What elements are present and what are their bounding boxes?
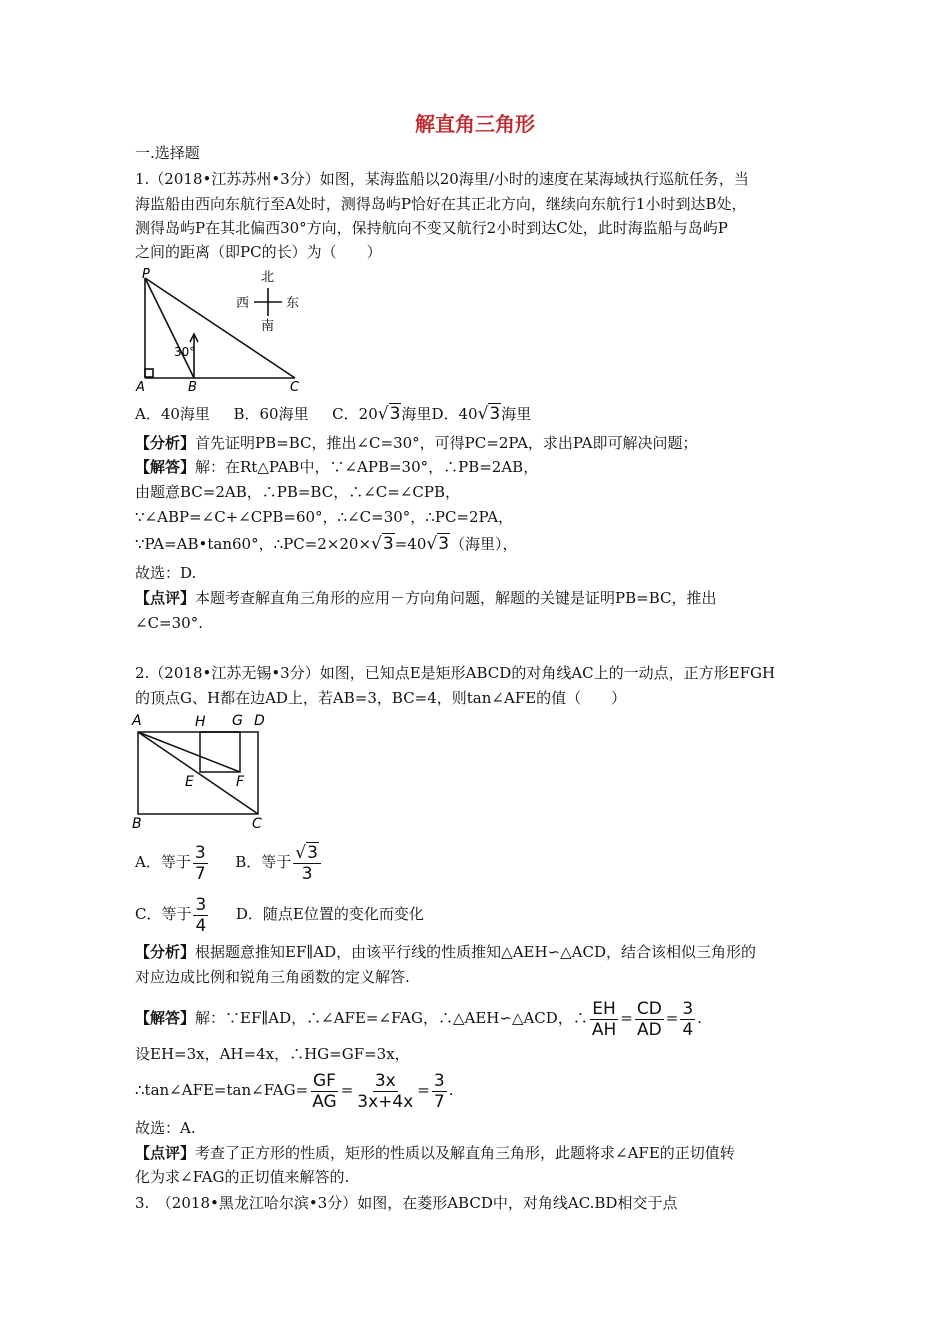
q1-label-p: P bbox=[142, 267, 150, 282]
q1-comment-line-1: 【点评】本题考查解直角三角形的应用－方向角问题，解题的关键是证明PB=BC，推出 bbox=[135, 589, 717, 607]
q2-comment-line-1: 【点评】考查了正方形的性质，矩形的性质以及解直角三角形，此题将求∠AFE的正切值转 bbox=[135, 1144, 735, 1162]
q1-text-line-1: 1.（2018•江苏苏州•3分）如图，某海监船以20海里/小时的速度在某海域执行巡航任务，当 bbox=[135, 170, 749, 188]
q2-label-b: B bbox=[132, 816, 142, 832]
q2-label-a: A bbox=[132, 713, 142, 729]
q1-label-angle: 30° bbox=[174, 345, 196, 359]
q2-figure bbox=[130, 710, 275, 834]
q1-text-line-3: 测得岛屿P在其北偏西30°方向，保持航向不变又航行2小时到达C处，此时海监船与岛屿P bbox=[135, 219, 728, 237]
q2-label-f: F bbox=[236, 774, 245, 790]
q2-text-line-1: 2.（2018•江苏无锡•3分）如图，已知点E是矩形ABCD的对角线AC上的一动点，正方形EFGH bbox=[135, 664, 776, 682]
q1-analysis: 【分析】首先证明PB=BC，推出∠C=30°，可得PC=2PA，求出PA即可解决问题； bbox=[135, 434, 698, 452]
q2-solution-line-1: 【解答】解：∵EF∥AD，∴∠AFE=∠FAG，∴△AEH∽△ACD，∴ $\frac{EH}{AH}$ = $\frac{CD}{AD}$ = $\frac{3}{4}$ . bbox=[135, 998, 702, 1040]
q1-figure bbox=[130, 264, 320, 396]
q1-option-c: C．20√3海里 bbox=[332, 404, 432, 424]
q2-solution-line-2: 设EH=3x，AH=4x，∴HG=GF=3x， bbox=[135, 1045, 410, 1063]
q1-label-c: C bbox=[290, 380, 300, 395]
q2-comment-line-2: 化为求∠FAG的正切值来解答的. bbox=[135, 1168, 350, 1186]
q2-option-b: B．等于 $\frac{√3}{3}$ bbox=[235, 853, 323, 871]
section-heading: 一.选择题 bbox=[135, 144, 200, 162]
q1-text-line-2: 海监船由西向东航行至A处时，测得岛屿P恰好在其正北方向，继续向东航行1小时到达B处， bbox=[135, 195, 747, 213]
q2-option-c: C．等于 $\frac{3}{4}$ bbox=[135, 894, 207, 936]
q1-option-a: A．40海里 bbox=[135, 405, 210, 423]
q2-label-c: C bbox=[252, 816, 262, 832]
q2-square-efgh bbox=[200, 732, 240, 772]
q1-options bbox=[135, 403, 531, 425]
q2-label-g: G bbox=[232, 713, 243, 729]
q3-text-line-1: 3. （2018•黑龙江哈尔滨•3分）如图，在菱形ABCD中，对角线AC.BD相交于点 bbox=[135, 1194, 678, 1212]
q1-right-angle-mark bbox=[145, 369, 153, 377]
q1-option-b: B．60海里 bbox=[233, 405, 309, 423]
q1-solution-line-1: 【解答】解：在Rt△PAB中，∵∠APB=30°，∴PB=2AB， bbox=[135, 458, 539, 476]
q1-compass-west: 西 bbox=[236, 296, 250, 311]
q2-solution-line-3: ∴tan∠AFE=tan∠FAG= $\frac{GF}{AG}$ = $\frac{3x}{3x+4x}$ = $\frac{3}{7}$ . bbox=[135, 1070, 454, 1112]
q2-analysis-line-1: 【分析】根据题意推知EF∥AD，由该平行线的性质推知△AEH∽△ACD，结合该相似三角形的 bbox=[135, 943, 757, 961]
q1-text-line-4: 之间的距离（即PC的长）为（ ） bbox=[135, 243, 382, 261]
q1-solution-line-3: ∵∠ABP=∠C+∠CPB=60°，∴∠C=30°，∴PC=2PA， bbox=[135, 508, 514, 526]
q1-compass-north: 北 bbox=[261, 270, 275, 285]
q1-comment-line-2: ∠C=30°. bbox=[135, 614, 203, 632]
q2-options-cd bbox=[135, 892, 424, 936]
q2-text-line-2: 的顶点G、H都在边AD上，若AB=3，BC=4，则tan∠AFE的值（ ） bbox=[135, 689, 627, 707]
q2-options-ab bbox=[135, 840, 323, 884]
q1-solution-line-2: 由题意BC=2AB，∴PB=BC，∴∠C=∠CPB， bbox=[135, 483, 460, 501]
q2-label-e: E bbox=[185, 774, 194, 790]
q1-solution-line-4: ∵PA=AB•tan60°，∴PC=2×20×√3=40√3（海里）， bbox=[135, 534, 518, 554]
q2-option-d: D．随点E位置的变化而变化 bbox=[235, 905, 424, 923]
q1-choice: 故选：D. bbox=[135, 564, 197, 582]
q1-option-d: D．40√3海里 bbox=[431, 404, 532, 424]
q1-label-b: B bbox=[188, 380, 197, 395]
q1-compass-east: 东 bbox=[286, 296, 300, 311]
q2-label-d: D bbox=[254, 713, 265, 729]
q2-analysis-line-2: 对应边成比例和锐角三角函数的定义解答. bbox=[135, 968, 410, 986]
q1-label-a: A bbox=[136, 380, 145, 395]
q2-choice: 故选：A. bbox=[135, 1119, 196, 1137]
q1-segment-pb bbox=[145, 278, 194, 378]
q2-option-a: A．等于 $\frac{3}{7}$ bbox=[135, 842, 206, 884]
page-title: 解直角三角形 bbox=[415, 112, 535, 136]
q2-label-h: H bbox=[195, 714, 206, 730]
q1-compass-south: 南 bbox=[261, 319, 275, 334]
